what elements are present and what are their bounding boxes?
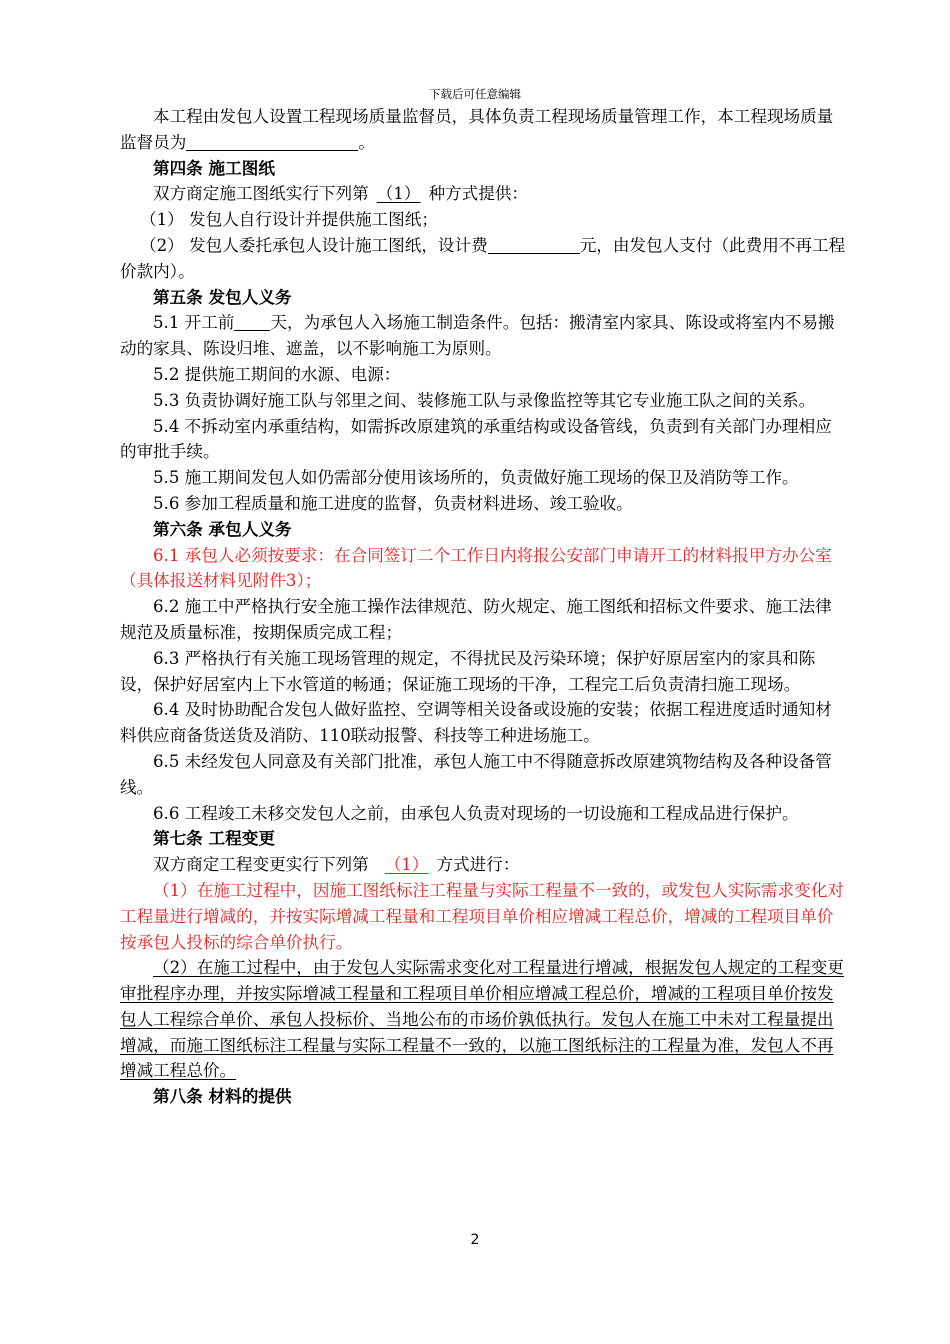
clause-5-4: 5.4 不拆动室内承重结构，如需拆改原建筑的承重结构或设备管线，负责到有关部门办理相应的审批手续。	[120, 416, 832, 462]
article-5-heading: 第五条 发包人义务	[153, 286, 292, 307]
clause-5-3: 5.3 负责协调好施工队与邻里之间、装修施工队与录像监控等其它专业施工队之间的关系。	[153, 390, 816, 410]
clause-5-6: 5.6 参加工程质量和施工进度的监督，负责材料进场、竣工验收。	[153, 493, 633, 513]
article-4-option-1: （1） 发包人自行设计并提供施工图纸；	[140, 210, 438, 230]
clause-5-2: 5.2 提供施工期间的水源、电源：	[153, 364, 401, 384]
clause-5-5: 5.5 施工期间发包人如仍需部分使用该场所的，负责做好施工现场的保卫及消防等工作。	[153, 468, 799, 488]
design-fee-blank	[488, 235, 580, 254]
article-4-heading: 第四条 施工图纸	[153, 157, 275, 178]
article-8-heading: 第八条 材料的提供	[153, 1086, 292, 1107]
article-7-heading: 第七条 工程变更	[153, 828, 275, 849]
clause-6-4: 6.4 及时协助配合发包人做好监控、空调等相关设备或设施的安装；依据工程进度适时通知材料供应商备货送货及消防、110联动报警、科技等工种进场施工。	[120, 700, 832, 746]
clause-5-1: 5.1 开工前 天，为承包人入场施工制造条件。包括：搬清室内家具、陈设或将室内不易搬动的家具、陈设归堆、遮盖，以不影响施工为原则。	[120, 313, 835, 359]
article-4-option-2: （2） 发包人委托承包人设计施工图纸，设计费 元，由发包人支付（此费用不再工程价款内）。	[120, 235, 846, 281]
clause-6-3: 6.3 严格执行有关施工现场管理的规定，不得扰民及污染环境；保护好原居室内的家具和陈设，保护好居室内上下水管道的畅通；保证施工现场的干净，工程完工后负责清扫施工现场。	[120, 648, 816, 694]
intro-paragraph: 本工程由发包人设置工程现场质量监督员，具体负责工程现场质量管理工作，本工程现场质量监督员为 。	[120, 107, 834, 152]
article-7-option-1: （1）在施工过程中，因施工图纸标注工程量与实际工程量不一致的，或发包人实际需求变化对工程量进行增减的，并按实际增减工程量和工程项目单价相应增减工程总价，增减的工程项目单价按承包人投标的综合单价执行。	[120, 880, 844, 952]
document-body	[120, 104, 848, 1110]
clause-6-5: 6.5 未经发包人同意及有关部门批准，承包人施工中不得随意拆改原建筑物结构及各种设备管线。	[120, 751, 832, 797]
clause-6-6: 6.6 工程竣工未移交发包人之前，由承包人负责对现场的一切设施和工程成品进行保护。	[153, 803, 799, 823]
page-header: 下载后可任意编辑	[429, 87, 521, 101]
page-number: 2	[470, 1232, 480, 1248]
article-4-para-1: 双方商定施工图纸实行下列第 （1） 种方式提供：	[153, 184, 529, 204]
supervisor-blank	[186, 132, 358, 151]
days-blank	[234, 312, 270, 331]
clause-6-1: 6.1 承包人必须按要求：在合同签订二个工作日内将报公安部门申请开工的材料报甲方办公室（具体报送材料见附件3）；	[120, 545, 832, 591]
article-7-para-1: 双方商定工程变更实行下列第 （1） 方式进行：	[153, 855, 520, 875]
article-6-heading: 第六条 承包人义务	[153, 518, 292, 539]
clause-6-2: 6.2 施工中严格执行安全施工操作法律规范、防火规定、施工图纸和招标文件要求、施工法律规范及质量标准，按期保质完成工程；	[120, 597, 832, 642]
article-7-option-2: （2）在施工过程中，由于发包人实际需求变化对工程量进行增减，根据发包人规定的工程变更审批程序办理，并按实际增减工程量和工程项目单价相应增减工程总价，增减的工程项目单价按发包人工程综合单价、承包人投标价、当地公布的市场价孰低执行。发包人在施工中未对工程量提出增减，而施工图纸标注工程量与实际工程量不一致的，以施工图纸标注的工程量为准，发包人不再增减工程总价。	[120, 958, 844, 1081]
